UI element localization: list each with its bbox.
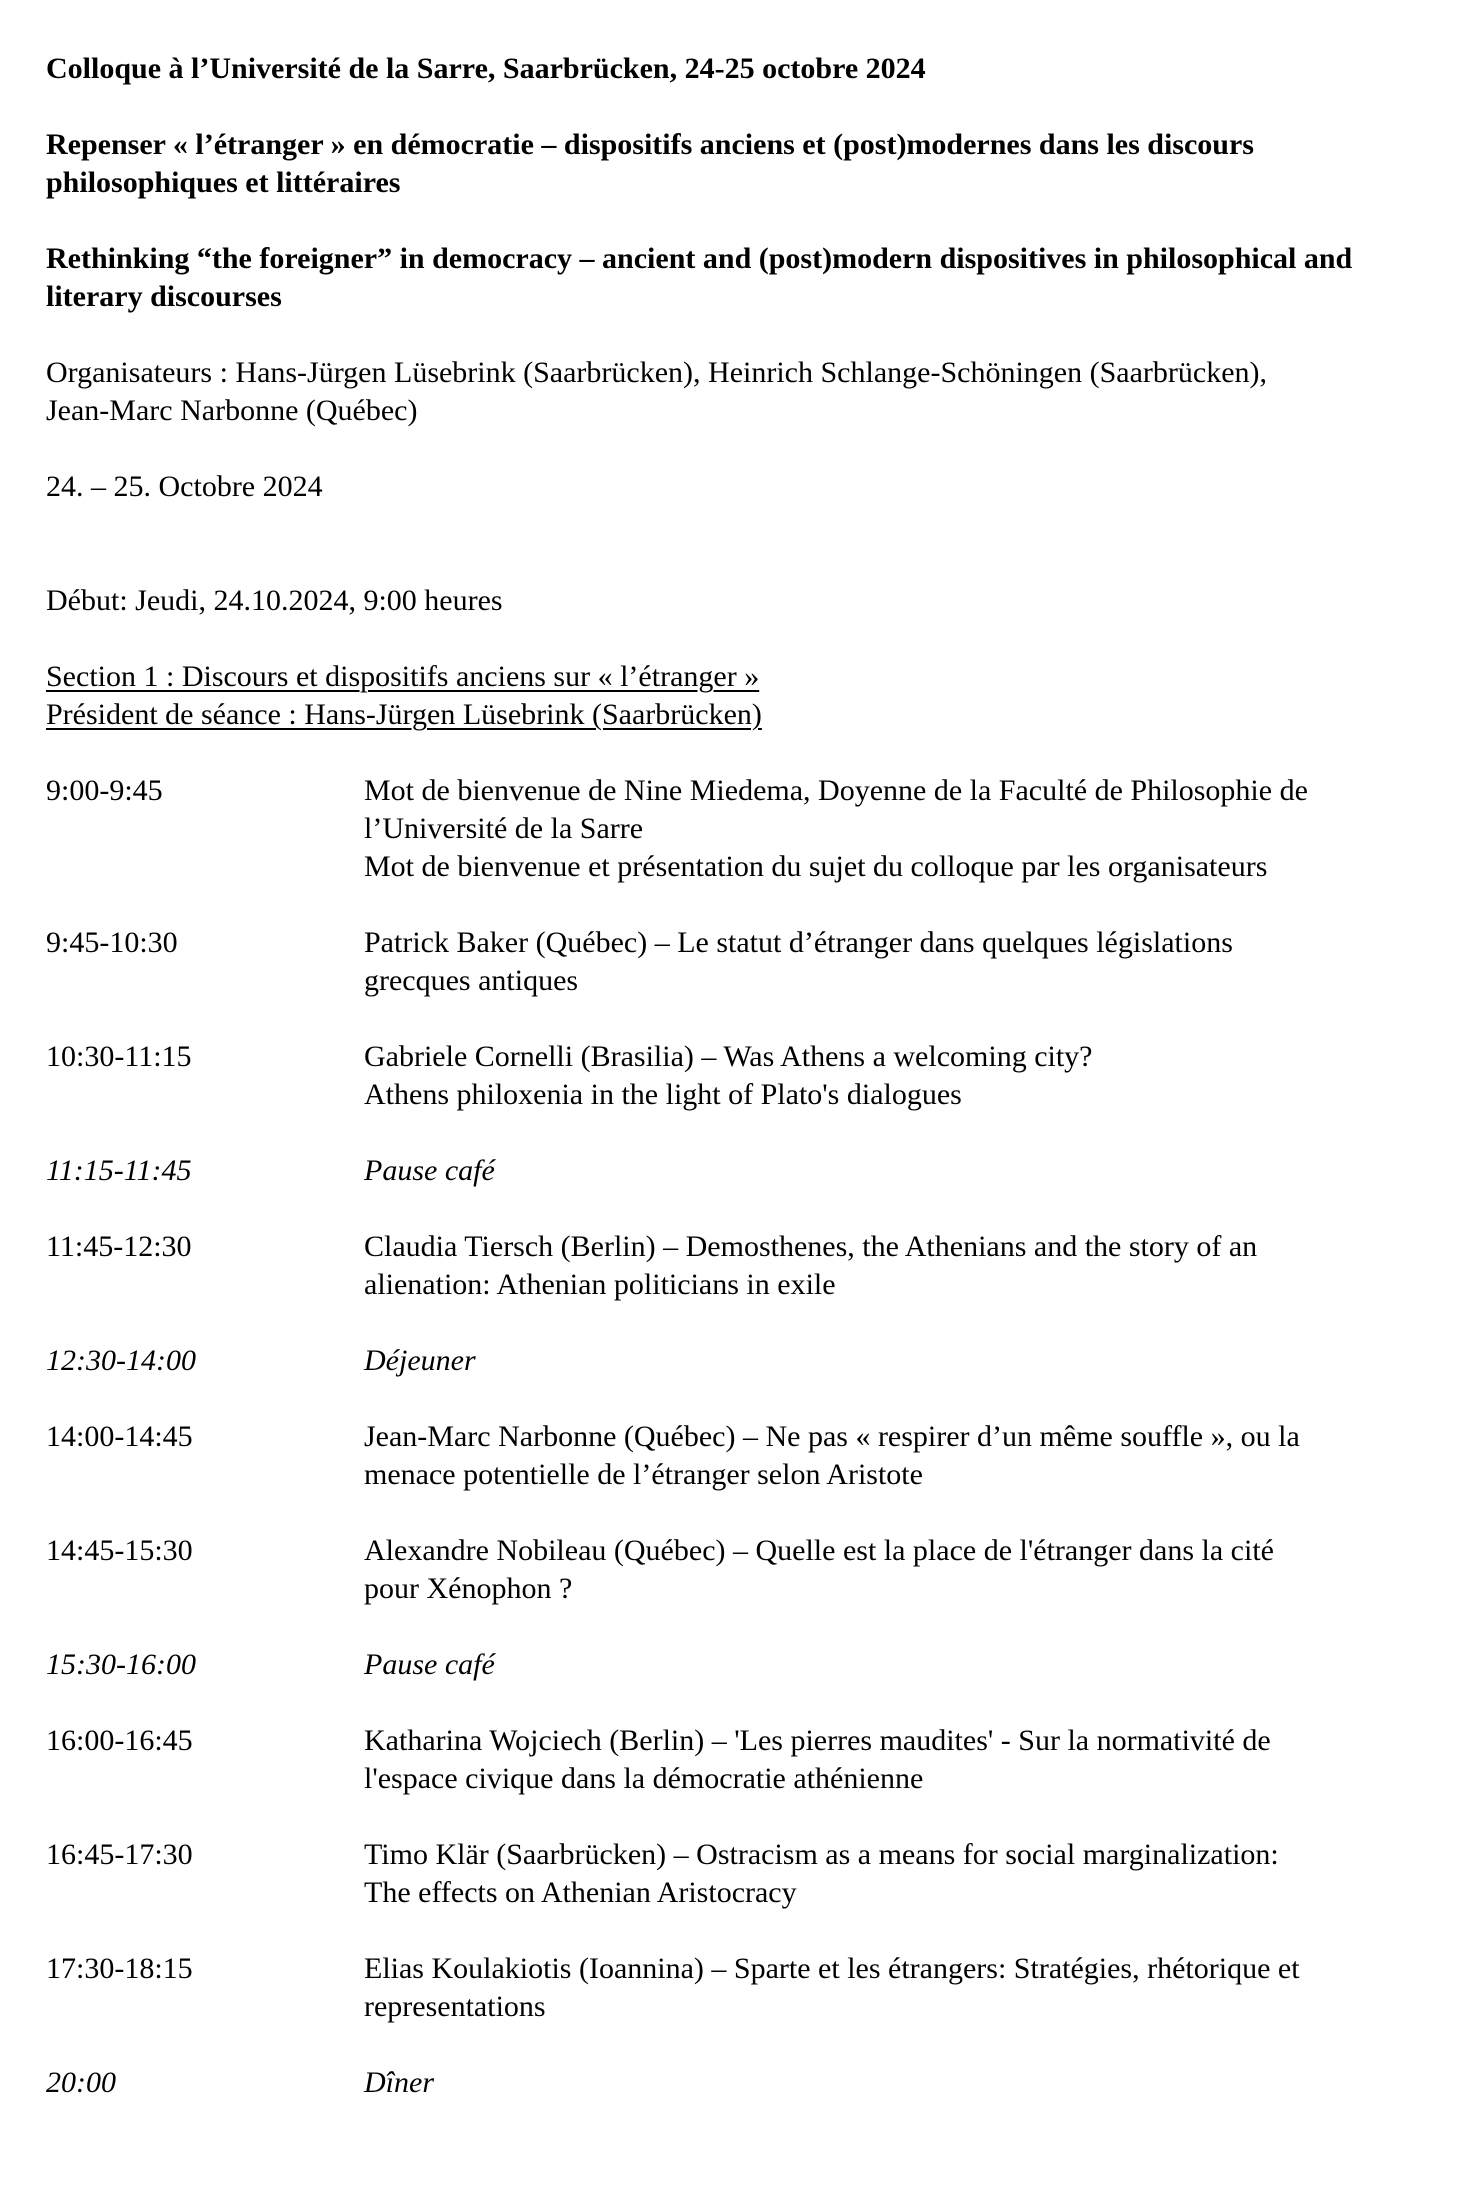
schedule-description — [364, 1038, 1426, 1114]
schedule-row-break — [46, 1646, 1426, 1684]
schedule-description — [364, 1532, 1426, 1608]
schedule-description — [364, 1418, 1426, 1494]
description-line: alienation: Athenian politicians in exile — [364, 1268, 836, 1301]
schedule-description — [364, 2064, 1426, 2102]
description-line: Déjeuner — [364, 1344, 476, 1377]
schedule-row-break — [46, 1342, 1426, 1380]
description-line: The effects on Athenian Aristocracy — [364, 1876, 797, 1909]
schedule-row — [46, 1722, 1426, 1798]
schedule-time: 9:45-10:30 — [46, 926, 178, 959]
schedule-time: 11:45-12:30 — [46, 1230, 192, 1263]
schedule-row — [46, 924, 1426, 1000]
schedule-time: 12:30-14:00 — [46, 1344, 196, 1377]
description-line: Mot de bienvenue de Nine Miedema, Doyenne de la Faculté de Philosophie de — [364, 774, 1308, 807]
schedule-time: 17:30-18:15 — [46, 1952, 193, 1985]
organizers — [46, 354, 1426, 430]
description-line: Jean-Marc Narbonne (Québec) – Ne pas « respirer d’un même souffle », ou la — [364, 1420, 1300, 1453]
description-line: Gabriele Cornelli (Brasilia) – Was Athens a welcoming city? — [364, 1040, 1093, 1073]
start-time: Début: Jeudi, 24.10.2024, 9:00 heures — [46, 584, 503, 617]
description-line: representations — [364, 1990, 546, 2023]
schedule-row — [46, 1950, 1426, 2026]
schedule-row — [46, 1836, 1426, 1912]
document-page — [46, 50, 1426, 2140]
description-line: grecques antiques — [364, 964, 579, 997]
organizers-line: Jean-Marc Narbonne (Québec) — [46, 394, 418, 427]
schedule-time: 14:45-15:30 — [46, 1534, 193, 1567]
description-line: Pause café — [364, 1648, 495, 1681]
schedule-time: 9:00-9:45 — [46, 774, 163, 807]
schedule-description — [364, 1950, 1426, 2026]
description-line: Pause café — [364, 1154, 495, 1187]
schedule-description — [364, 1646, 1426, 1684]
description-line: Patrick Baker (Québec) – Le statut d’étranger dans quelques législations — [364, 926, 1233, 959]
organizers-line: Organisateurs : Hans-Jürgen Lüsebrink (Saarbrücken), Heinrich Schlange-Schöningen (Saarbrücken), — [46, 356, 1268, 389]
schedule-description — [364, 1152, 1426, 1190]
schedule-description — [364, 1836, 1426, 1912]
schedule-description — [364, 772, 1426, 886]
schedule-row — [46, 772, 1426, 886]
schedule-description — [364, 1228, 1426, 1304]
schedule-time: 11:15-11:45 — [46, 1154, 192, 1187]
schedule-time: 16:00-16:45 — [46, 1724, 193, 1757]
schedule-row-break — [46, 2064, 1426, 2102]
schedule-row — [46, 1418, 1426, 1494]
description-line: Athens philoxenia in the light of Plato's dialogues — [364, 1078, 962, 1111]
description-line: Katharina Wojciech (Berlin) – 'Les pierres maudites' - Sur la normativité de — [364, 1724, 1271, 1757]
schedule-description — [364, 1342, 1426, 1380]
schedule-description — [364, 1722, 1426, 1798]
schedule-row — [46, 1228, 1426, 1304]
colloquium-title: Colloque à l’Université de la Sarre, Saarbrücken, 24-25 octobre 2024 — [46, 52, 926, 85]
description-line: Dîner — [364, 2066, 434, 2099]
schedule-row — [46, 1532, 1426, 1608]
description-line: Alexandre Nobileau (Québec) – Quelle est la place de l'étranger dans la cité — [364, 1534, 1274, 1567]
schedule-time: 16:45-17:30 — [46, 1838, 193, 1871]
schedule-row-break — [46, 1152, 1426, 1190]
schedule-time: 15:30-16:00 — [46, 1648, 196, 1681]
schedule-description — [364, 924, 1426, 1000]
title-english: Rethinking “the foreigner” in democracy – ancient and (post)modern dispositives in philosophical and literary discourses — [46, 242, 1353, 313]
description-line: Mot de bienvenue et présentation du sujet du colloque par les organisateurs — [364, 850, 1268, 883]
section-title: Section 1 : Discours et dispositifs anciens sur « l’étranger » — [46, 660, 760, 693]
description-line: l’Université de la Sarre — [364, 812, 644, 845]
title-french: Repenser « l’étranger » en démocratie – dispositifs anciens et (post)modernes dans les discours philosophiques et littéraires — [46, 128, 1254, 199]
description-line: Timo Klär (Saarbrücken) – Ostracism as a means for social marginalization: — [364, 1838, 1279, 1871]
description-line: menace potentielle de l’étranger selon Aristote — [364, 1458, 923, 1491]
event-dates: 24. – 25. Octobre 2024 — [46, 470, 323, 503]
description-line: Elias Koulakiotis (Ioannina) – Sparte et les étrangers: Stratégies, rhétorique et — [364, 1952, 1300, 1985]
description-line: pour Xénophon ? — [364, 1572, 573, 1605]
description-line: l'espace civique dans la démocratie athénienne — [364, 1762, 924, 1795]
description-line: Claudia Tiersch (Berlin) – Demosthenes, the Athenians and the story of an — [364, 1230, 1258, 1263]
section-president: Président de séance : Hans-Jürgen Lüsebrink (Saarbrücken) — [46, 698, 762, 731]
section-header — [46, 658, 1426, 734]
schedule-time: 10:30-11:15 — [46, 1040, 192, 1073]
schedule-time: 14:00-14:45 — [46, 1420, 193, 1453]
schedule-row — [46, 1038, 1426, 1114]
schedule-time: 20:00 — [46, 2066, 116, 2099]
